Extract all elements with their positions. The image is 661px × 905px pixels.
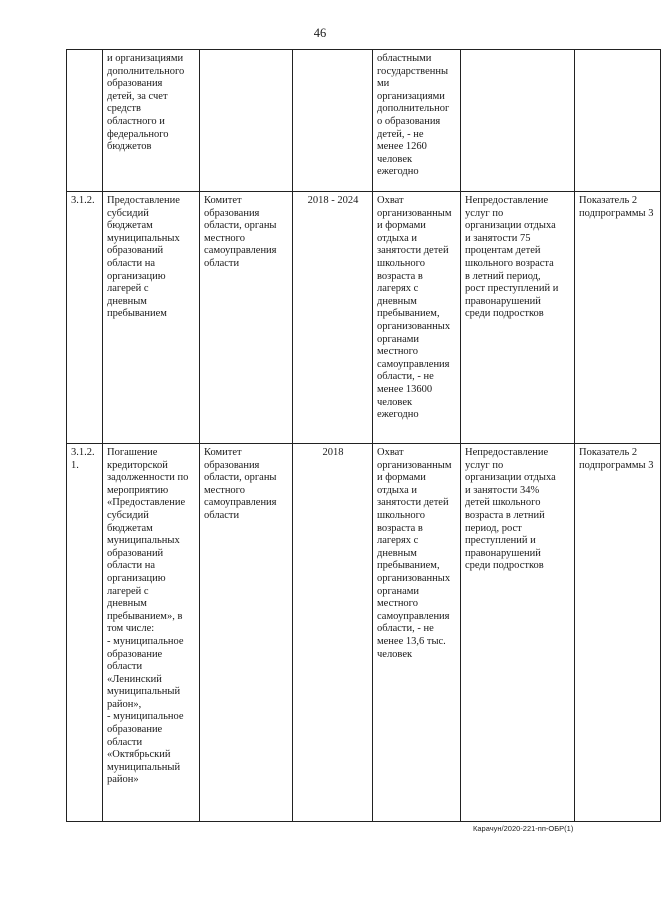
table-row <box>67 192 661 444</box>
cell-term <box>293 50 373 192</box>
cell-expected-result: областными государственны ми организациями дополнительног о образования детей, - не менее 1260 человек ежегодно <box>373 50 461 192</box>
cell-measure-name: Погашение кредиторской задолженности по мероприятию «Предоставление субсидий бюджетам муниципальных образований области на организацию лагерей с дневным пребыванием», в том числе: - муниципальное образование области «Ленинский муниципальный район», - муниципальное образование области «Октябрьский муниципальный район» <box>103 444 200 822</box>
cell-expected-result: Охват организованным и формами отдыха и занятости детей школьного возраста в лагерях с дневным пребыванием, организованных органами местного самоуправления области, - не менее 13,6 тыс. человек <box>373 444 461 822</box>
cell-number: 3.1.2. <box>67 192 103 444</box>
cell-measure-name: и организациями дополнительного образования детей, за счет средств областного и федерального бюджетов <box>103 50 200 192</box>
cell-measure-name: Предоставление субсидий бюджетам муниципальных образований области на организацию лагерей с дневным пребыванием <box>103 192 200 444</box>
table-row <box>67 50 661 192</box>
cell-consequences <box>461 50 575 192</box>
cell-responsible: Комитет образования области, органы местного самоуправления области <box>200 444 293 822</box>
cell-responsible: Комитет образования области, органы местного самоуправления области <box>200 192 293 444</box>
table-row <box>67 444 661 822</box>
cell-indicator: Показатель 2 подпрограммы 3 <box>575 192 661 444</box>
page-number: 46 <box>313 26 327 40</box>
cell-indicator: Показатель 2 подпрограммы 3 <box>575 444 661 822</box>
cell-number <box>67 50 103 192</box>
cell-term: 2018 <box>293 444 373 822</box>
cell-number: 3.1.2. 1. <box>67 444 103 822</box>
cell-responsible <box>200 50 293 192</box>
cell-consequences: Непредоставление услуг по организации отдыха и занятости 75 процентам детей школьного возраста в летний период, рост преступлений и правонарушений среди подростков <box>461 192 575 444</box>
measures-table <box>66 49 661 822</box>
document-code: Карачун/2020-221-пп-ОБР(1) <box>473 824 574 833</box>
cell-term: 2018 - 2024 <box>293 192 373 444</box>
cell-indicator <box>575 50 661 192</box>
cell-expected-result: Охват организованным и формами отдыха и занятости детей школьного возраста в лагерях с дневным пребыванием, организованных органами местного самоуправления области, - не менее 13600 человек ежегодно <box>373 192 461 444</box>
cell-consequences: Непредоставление услуг по организации отдыха и занятости 34% детей школьного возраста в летний период, рост преступлений и правонарушений среди подростков <box>461 444 575 822</box>
